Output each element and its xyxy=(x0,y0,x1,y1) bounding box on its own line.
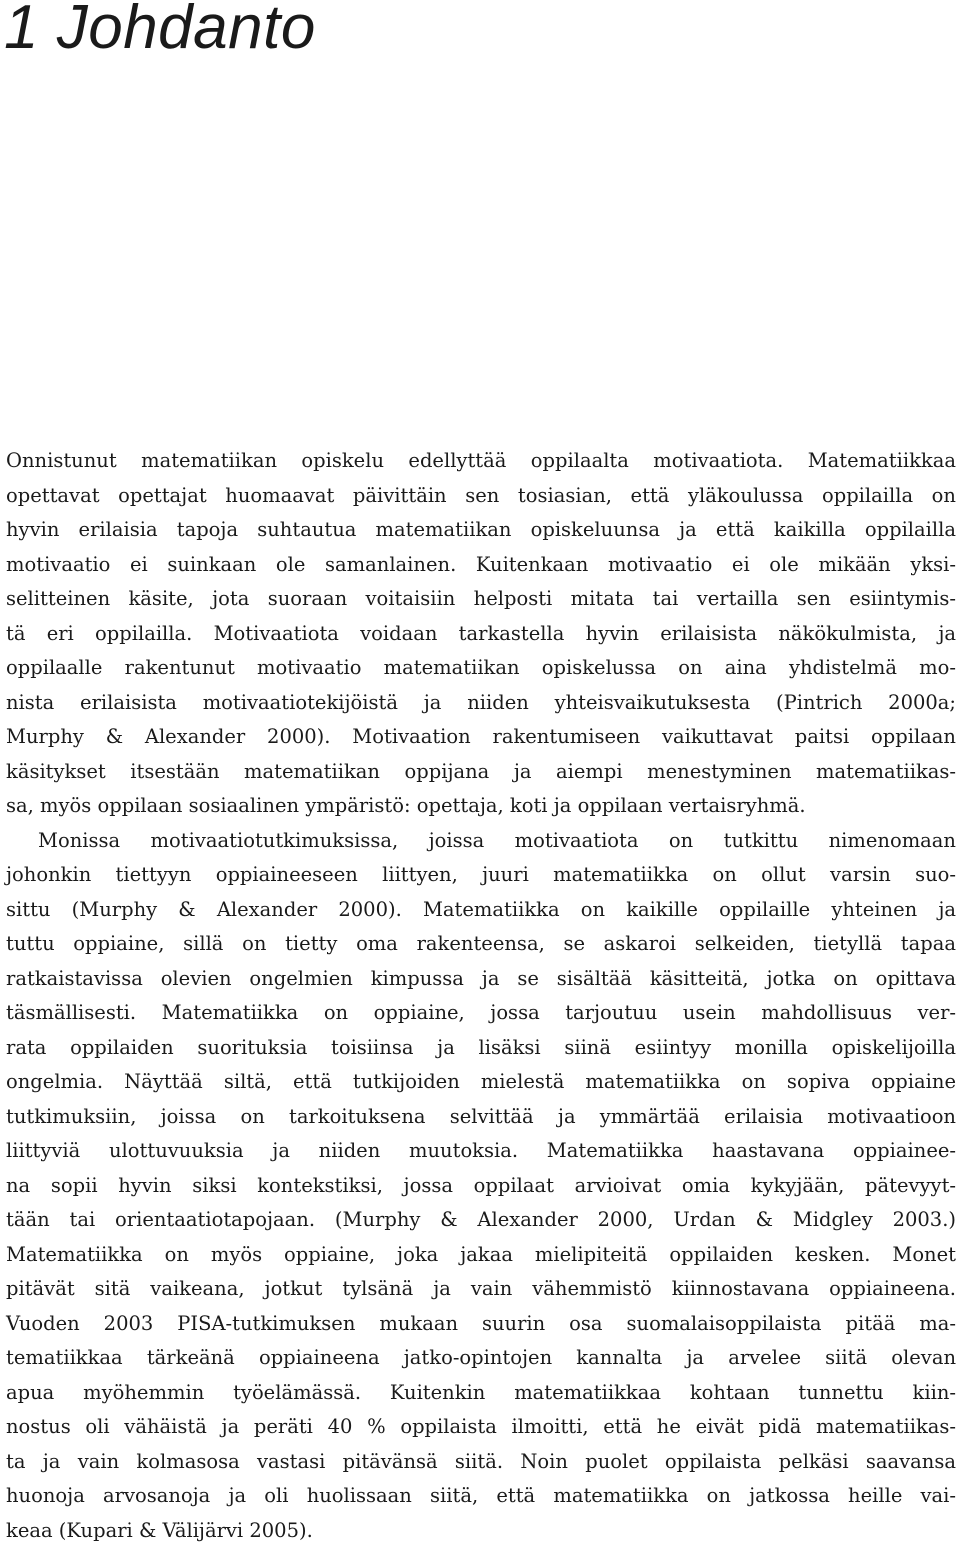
text-line: keaa (Kupari & Välijärvi 2005). xyxy=(6,1514,956,1548)
chapter-heading: 1 Johdanto xyxy=(4,0,316,60)
text-line: tään tai orientaatiotapojaan. (Murphy & Alexander 2000, Urdan & Midgley 2003.) xyxy=(6,1203,956,1238)
text-line: oppilaalle rakentunut motivaatio matematiikan opiskelussa on aina yhdistelmä mo- xyxy=(6,651,956,686)
text-line: tutkimuksiin, joissa on tarkoituksena selvittää ja ymmärtää erilaisia motivaatioon xyxy=(6,1100,956,1135)
text-line: huonoja arvosanoja ja oli huolissaan siitä, että matematiikka on jatkossa heille vai- xyxy=(6,1479,956,1514)
text-line: nostus oli vähäistä ja peräti 40 % oppilaista ilmoitti, että he eivät pidä matematiikas- xyxy=(6,1410,956,1445)
text-line: ongelmia. Näyttää siltä, että tutkijoiden mielestä matematiikka on sopiva oppiaine xyxy=(6,1065,956,1100)
text-line: na sopii hyvin siksi kontekstiksi, jossa oppilaat arvioivat omia kykyjään, pätevyyt- xyxy=(6,1169,956,1204)
paragraph xyxy=(6,444,956,824)
text-line: tuttu oppiaine, sillä on tietty oma rakenteensa, se askaroi selkeiden, tietyllä tapaa xyxy=(6,927,956,962)
text-line: hyvin erilaisia tapoja suhtautua matematiikan opiskeluunsa ja että kaikilla oppilailla xyxy=(6,513,956,548)
text-line: apua myöhemmin työelämässä. Kuitenkin matematiikkaa kohtaan tunnettu kiin- xyxy=(6,1376,956,1411)
text-line: liittyviä ulottuvuuksia ja niiden muutoksia. Matematiikka haastavana oppiainee- xyxy=(6,1134,956,1169)
text-line: tä eri oppilailla. Motivaatiota voidaan tarkastella hyvin erilaisista näkökulmista, ja xyxy=(6,617,956,652)
text-line: selitteinen käsite, jota suoraan voitaisiin helposti mitata tai vertailla sen esiintymis- xyxy=(6,582,956,617)
text-line: Monissa motivaatiotutkimuksissa, joissa motivaatiota on tutkittu nimenomaan xyxy=(6,824,956,859)
paragraph xyxy=(6,824,956,1548)
text-line: tematiikkaa tärkeänä oppiaineena jatko-opintojen kannalta ja arvelee siitä olevan xyxy=(6,1341,956,1376)
text-line: sittu (Murphy & Alexander 2000). Matematiikka on kaikille oppilaille yhteinen ja xyxy=(6,893,956,928)
text-line: johonkin tiettyyn oppiaineeseen liittyen, juuri matematiikka on ollut varsin suo- xyxy=(6,858,956,893)
text-line: Matematiikka on myös oppiaine, joka jakaa mielipiteitä oppilaiden kesken. Monet xyxy=(6,1238,956,1273)
text-line: sa, myös oppilaan sosiaalinen ympäristö: opettaja, koti ja oppilaan vertaisryhmä. xyxy=(6,789,956,824)
text-line: Vuoden 2003 PISA-tutkimuksen mukaan suurin osa suomalaisoppilaista pitää ma- xyxy=(6,1307,956,1342)
text-line: Onnistunut matematiikan opiskelu edellyttää oppilaalta motivaatiota. Matematiikkaa xyxy=(6,444,956,479)
text-line: ta ja vain kolmasosa vastasi pitävänsä siitä. Noin puolet oppilaista pelkäsi saavansa xyxy=(6,1445,956,1480)
text-line: käsitykset itsestään matematiikan oppijana ja aiempi menestyminen matematiikas- xyxy=(6,755,956,790)
text-line: pitävät sitä vaikeana, jotkut tylsänä ja vain vähemmistö kiinnostavana oppiaineena. xyxy=(6,1272,956,1307)
text-line: nista erilaisista motivaatiotekijöistä ja niiden yhteisvaikutuksesta (Pintrich 2000a; xyxy=(6,686,956,721)
text-line: motivaatio ei suinkaan ole samanlainen. Kuitenkaan motivaatio ei ole mikään yksi- xyxy=(6,548,956,583)
text-line: Murphy & Alexander 2000). Motivaation rakentumiseen vaikuttavat paitsi oppilaan xyxy=(6,720,956,755)
text-line: täsmällisesti. Matematiikka on oppiaine, jossa tarjoutuu usein mahdollisuus ver- xyxy=(6,996,956,1031)
text-line: ratkaistavissa olevien ongelmien kimpussa ja se sisältää käsitteitä, jotka on opittava xyxy=(6,962,956,997)
body-text xyxy=(6,444,956,1548)
text-line: opettavat opettajat huomaavat päivittäin sen tosiasian, että yläkoulussa oppilailla on xyxy=(6,479,956,514)
text-line: rata oppilaiden suorituksia toisiinsa ja lisäksi siinä esiintyy monilla opiskelijoilla xyxy=(6,1031,956,1066)
